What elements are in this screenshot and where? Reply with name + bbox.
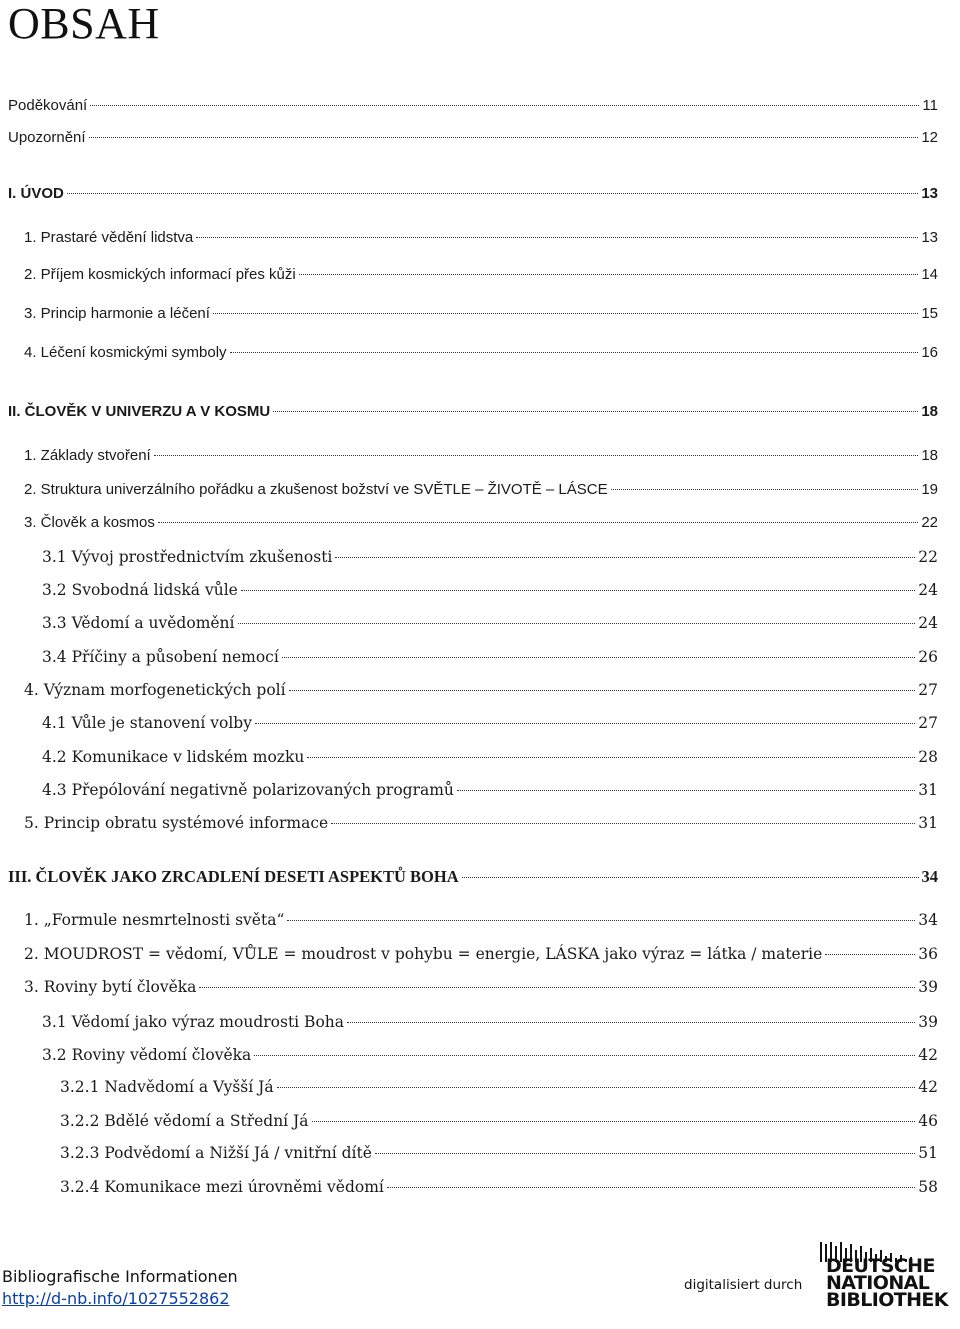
- toc-entry-page: 58: [918, 1178, 938, 1196]
- toc-entry-page: 12: [921, 129, 938, 146]
- toc-entry-page: 15: [921, 305, 938, 322]
- toc-entry[interactable]: [24, 343, 938, 363]
- toc-leader-dots: [154, 455, 919, 456]
- toc-entry-page: 36: [918, 945, 938, 963]
- toc-entry[interactable]: [24, 680, 938, 700]
- toc-leader-dots: [289, 690, 916, 691]
- bibliographic-info-label: Bibliografische Informationen: [2, 1267, 238, 1286]
- toc-entry-page: 22: [918, 548, 938, 566]
- toc-entry[interactable]: [42, 747, 938, 767]
- toc-entry-label: 3.4 Příčiny a působení nemocí: [42, 648, 279, 666]
- toc-leader-dots: [312, 1121, 916, 1122]
- toc-entry[interactable]: [8, 184, 938, 204]
- toc-entry-label: Upozornění: [8, 129, 86, 146]
- toc-entry-label: I. ÚVOD: [8, 185, 64, 202]
- toc-leader-dots: [331, 823, 915, 824]
- toc-leader-dots: [196, 237, 918, 238]
- toc-entry-label: 3.2.3 Podvědomí a Nižší Já / vnitřní dítě: [60, 1144, 372, 1162]
- toc-entry[interactable]: [24, 480, 938, 500]
- toc-leader-dots: [213, 313, 918, 314]
- toc-leader-dots: [241, 590, 915, 591]
- toc-entry-label: 3. Princip harmonie a léčení: [24, 305, 210, 322]
- toc-leader-dots: [67, 193, 918, 194]
- toc-entry[interactable]: [8, 402, 938, 422]
- toc-entry-label: 4.1 Vůle je stanovení volby: [42, 714, 252, 732]
- toc-entry-label: 3.2 Roviny vědomí člověka: [42, 1046, 252, 1064]
- toc-leader-dots: [238, 623, 916, 624]
- toc-leader-dots: [611, 489, 919, 490]
- toc-leader-dots: [277, 1087, 916, 1088]
- toc-entry-label: 3. Člověk a kosmos: [24, 514, 155, 531]
- toc-entry-label: 3.2.2 Bdělé vědomí a Střední Já: [60, 1112, 309, 1130]
- toc-entry[interactable]: [42, 780, 938, 800]
- toc-entry[interactable]: [60, 1111, 938, 1131]
- toc-leader-dots: [273, 411, 918, 412]
- toc-entry[interactable]: [42, 613, 938, 633]
- toc-entry[interactable]: [24, 813, 938, 833]
- toc-entry[interactable]: [42, 580, 938, 600]
- toc-entry[interactable]: [60, 1077, 938, 1097]
- toc-leader-dots: [307, 757, 915, 758]
- toc-entry-label: 4. Léčení kosmickými symboly: [24, 344, 227, 361]
- toc-entry-page: 26: [918, 648, 938, 666]
- toc-entry-page: 34: [921, 867, 938, 886]
- toc-entry-label: 2. Struktura univerzálního pořádku a zkušenost božství ve SVĚTLE – ŽIVOTĚ – LÁSCE: [24, 481, 608, 498]
- toc-entry[interactable]: [60, 1143, 938, 1163]
- toc-entry-page: 11: [922, 97, 938, 114]
- toc-entry[interactable]: [24, 446, 938, 466]
- toc-entry-label: 2. Příjem kosmických informací přes kůži: [24, 266, 296, 283]
- toc-entry[interactable]: [8, 96, 938, 116]
- toc-entry-label: 2. MOUDROST = vědomí, VŮLE = moudrost v pohybu = energie, LÁSKA jako výraz = látka / materie: [24, 945, 823, 963]
- toc-entry[interactable]: [42, 1045, 938, 1065]
- toc-leader-dots: [282, 657, 915, 658]
- toc-entry-label: II. ČLOVĚK V UNIVERZU A V KOSMU: [8, 403, 271, 420]
- toc-entry-label: 1. „Formule nesmrtelnosti světa“: [24, 911, 285, 929]
- toc-leader-dots: [199, 987, 915, 988]
- toc-entry-page: 27: [918, 681, 938, 699]
- toc-entry-label: 3.1 Vědomí jako výraz moudrosti Boha: [42, 1013, 345, 1031]
- toc-entry-page: 18: [921, 447, 938, 464]
- toc-leader-dots: [335, 557, 915, 558]
- toc-entry-page: 24: [918, 581, 938, 599]
- toc-leader-dots: [287, 920, 915, 921]
- toc-entry[interactable]: [42, 647, 938, 667]
- toc-entry-page: 16: [921, 344, 938, 361]
- toc-leader-dots: [230, 352, 919, 353]
- toc-entry-page: 39: [918, 1013, 938, 1031]
- page-title: OBSAH: [8, 0, 160, 48]
- toc-entry-page: 13: [921, 185, 938, 202]
- toc-leader-dots: [387, 1187, 915, 1188]
- toc-entry[interactable]: [42, 547, 938, 567]
- toc-entry-label: 1. Prastaré vědění lidstva: [24, 229, 194, 246]
- toc-entry-page: 19: [921, 481, 938, 498]
- toc-entry-label: Poděkování: [8, 97, 88, 114]
- toc-entry-page: 51: [918, 1144, 938, 1162]
- toc-entry[interactable]: [8, 128, 938, 148]
- toc-leader-dots: [90, 105, 919, 106]
- toc-entry[interactable]: [42, 1012, 938, 1032]
- toc-leader-dots: [825, 954, 915, 955]
- toc-entry-label: 1. Základy stvoření: [24, 447, 151, 464]
- toc-leader-dots: [375, 1153, 915, 1154]
- toc-entry-label: 4.2 Komunikace v lidském mozku: [42, 748, 305, 766]
- toc-entry[interactable]: [60, 1177, 938, 1197]
- toc-entry[interactable]: [8, 867, 938, 887]
- toc-entry-page: 46: [918, 1112, 938, 1130]
- dnb-logo-line: NATIONAL: [826, 1272, 930, 1294]
- toc-entry-label: 5. Princip obratu systémové informace: [24, 814, 329, 832]
- dnb-logo-text: [826, 1255, 948, 1311]
- dnb-logo-line: BIBLIOTHEK: [826, 1289, 948, 1311]
- toc-entry-label: 3.1 Vývoj prostřednictvím zkušenosti: [42, 548, 333, 566]
- dnb-logo-line: DEUTSCHE: [826, 1255, 935, 1277]
- toc-entry-label: 3.3 Vědomí a uvědomění: [42, 614, 235, 632]
- toc-entry-page: 42: [918, 1078, 938, 1096]
- toc-entry[interactable]: [24, 910, 938, 930]
- toc-entry-page: 24: [918, 614, 938, 632]
- toc-entry[interactable]: [42, 713, 938, 733]
- toc-entry-label: 3.2 Svobodná lidská vůle: [42, 581, 238, 599]
- toc-entry-page: 27: [918, 714, 938, 732]
- toc-entry-page: 34: [918, 911, 938, 929]
- toc-leader-dots: [89, 137, 919, 138]
- toc-leader-dots: [457, 790, 915, 791]
- toc-entry-page: 22: [921, 514, 938, 531]
- toc-entry-page: 18: [921, 403, 938, 420]
- toc-entry[interactable]: [24, 228, 938, 248]
- toc-entry-page: 42: [918, 1046, 938, 1064]
- bibliographic-info-link[interactable]: http://d-nb.info/1027552862: [2, 1289, 230, 1308]
- toc-entry-page: 39: [918, 978, 938, 996]
- toc-entry[interactable]: [24, 977, 938, 997]
- toc-leader-dots: [254, 1055, 915, 1056]
- toc-entry[interactable]: [24, 944, 938, 964]
- toc-entry-page: 14: [921, 266, 938, 283]
- toc-entry-page: 28: [918, 748, 938, 766]
- bibliographic-info: [2, 1266, 238, 1310]
- toc-entry-label: 4.3 Přepólování negativně polarizovaných programů: [42, 781, 454, 799]
- toc-entry-page: 31: [918, 814, 938, 832]
- toc-entry-label: III. ČLOVĚK JAKO ZRCADLENÍ DESETI ASPEKTŮ BOHA: [8, 867, 459, 886]
- toc-leader-dots: [255, 723, 915, 724]
- toc-entry-page: 31: [918, 781, 938, 799]
- toc-entry[interactable]: [24, 265, 938, 285]
- toc-entry-page: 13: [921, 229, 938, 246]
- toc-leader-dots: [462, 877, 919, 878]
- toc-leader-dots: [158, 522, 918, 523]
- toc-entry[interactable]: [24, 513, 938, 533]
- toc-leader-dots: [299, 274, 919, 275]
- toc-entry[interactable]: [24, 304, 938, 324]
- toc-entry-label: 4. Význam morfogenetických polí: [24, 681, 286, 699]
- digitized-by-label: digitalisiert durch: [684, 1277, 803, 1293]
- toc-leader-dots: [347, 1022, 915, 1023]
- toc-entry-label: 3. Roviny bytí člověka: [24, 978, 197, 996]
- toc-entry-label: 3.2.1 Nadvědomí a Vyšší Já: [60, 1078, 274, 1096]
- toc-entry-label: 3.2.4 Komunikace mezi úrovněmi vědomí: [60, 1178, 384, 1196]
